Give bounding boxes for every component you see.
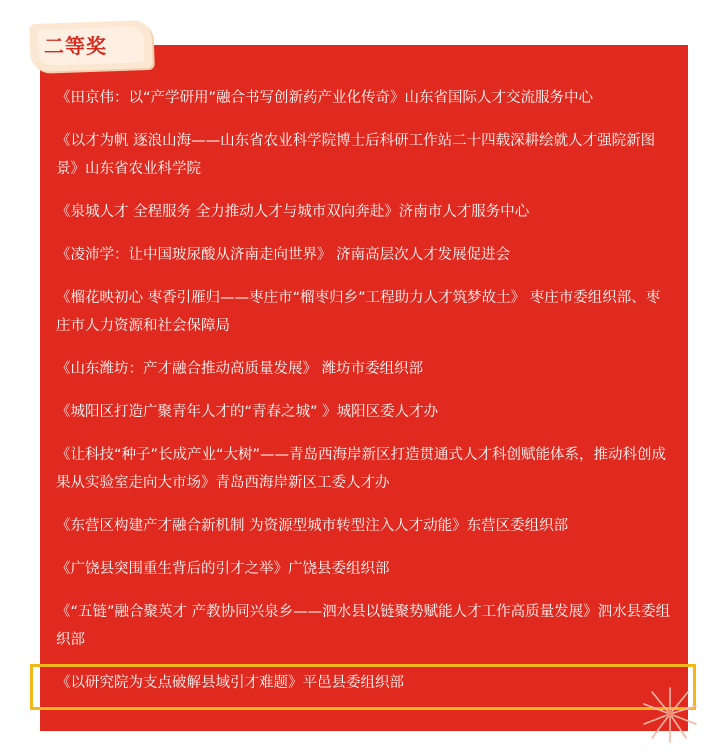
award-item-1: 《田京伟：以“产学研用”融合书写创新药产业化传奇》山东省国际人才交流服务中心 xyxy=(56,90,594,106)
award-list xyxy=(56,84,674,712)
award-item-9: 《东营区构建产才融合新机制 为资源型城市转型注入人才动能》东营区委组织部 xyxy=(56,518,569,534)
award-item-6: 《山东潍坊：产才融合推动高质量发展》 潍坊市委组织部 xyxy=(56,361,424,377)
firework-icon xyxy=(640,684,700,744)
award-item-8: 《让科技“种子”长成产业“大树”——青岛西海岸新区打造贯通式人才科创赋能体系，推动科创成果从实验室走向大市场》青岛西海岸新区工委人才办 xyxy=(56,447,667,491)
highlight-frame xyxy=(30,664,696,710)
award-item-11: 《“五链”融合聚英才 产教协同兴泉乡——泗水县以链聚势赋能人才工作高质量发展》泗水县委组织部 xyxy=(56,604,671,648)
award-item-10: 《广饶县突围重生背后的引才之举》广饶县委组织部 xyxy=(56,561,390,577)
award-item-2: 《以才为帆 逐浪山海——山东省农业科学院博士后科研工作站二十四载深耕绘就人才强院新图景》山东省农业科学院 xyxy=(56,133,656,177)
award-item-3: 《泉城人才 全程服务 全力推动人才与城市双向奔赴》济南市人才服务中心 xyxy=(56,204,530,220)
section-title: 二等奖 xyxy=(44,34,107,58)
award-item-7: 《城阳区打造广聚青年人才的“青春之城” 》城阳区委人才办 xyxy=(56,404,439,420)
award-item-4: 《凌沛学：让中国玻尿酸从济南走向世界》 济南高层次人才发展促进会 xyxy=(56,247,511,263)
award-item-12: 《以研究院为支点破解县域引才难题》平邑县委组织部 xyxy=(56,675,404,691)
award-item-5: 《榴花映初心 枣香引雁归——枣庄市“榴枣归乡”工程助力人才筑梦故土》 枣庄市委组织部、枣庄市人力资源和社会保障局 xyxy=(56,290,661,334)
